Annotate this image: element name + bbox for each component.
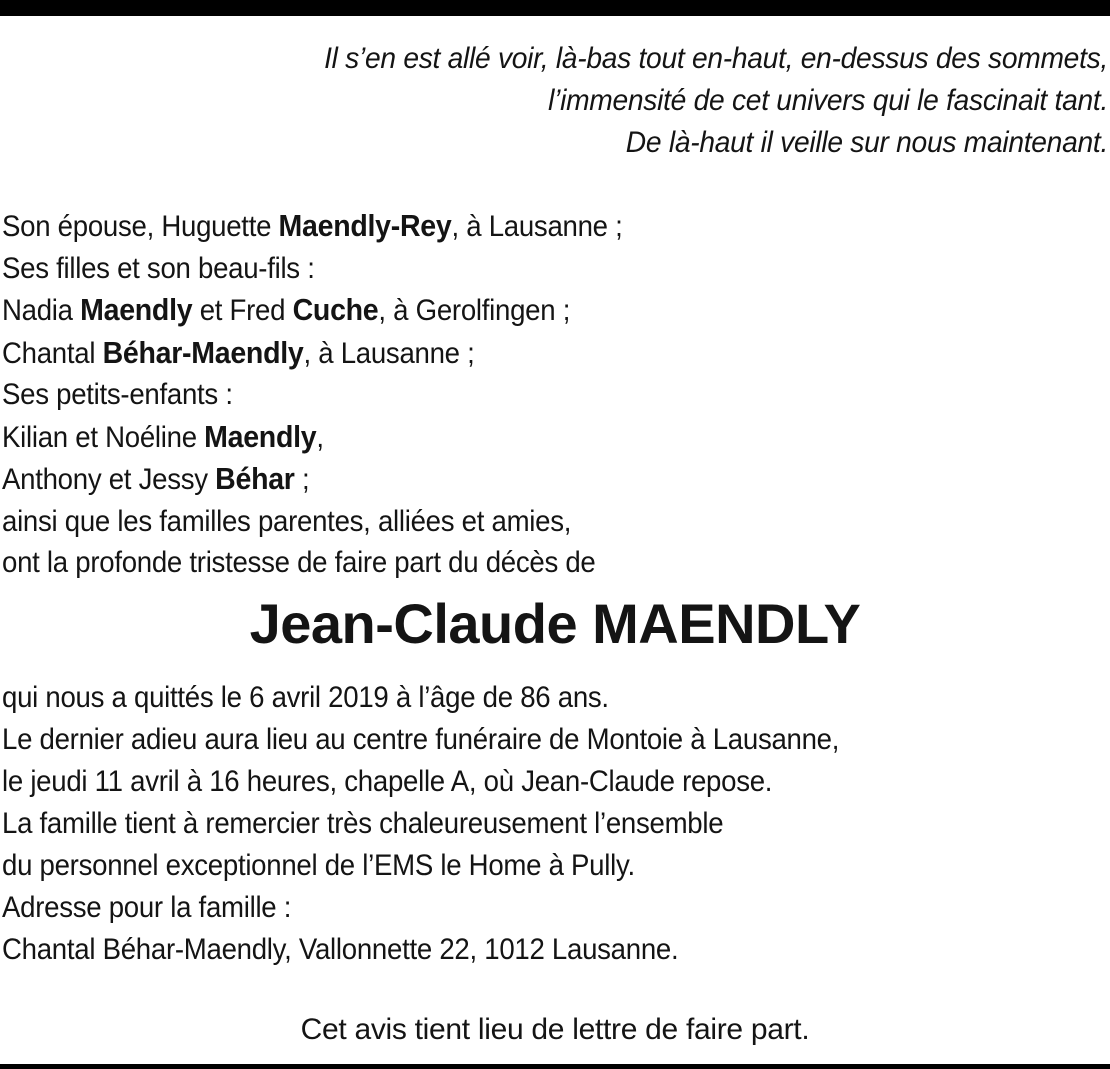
child-line (2, 289, 623, 332)
details-line: qui nous a quittés le 6 avril 2019 à l’âge de 86 ans. (2, 681, 609, 714)
text-segment: Anthony et Jessy (2, 463, 216, 496)
details-line: le jeudi 11 avril à 16 heures, chapelle A, où Jean-Claude repose. (2, 765, 773, 798)
family-name: Maendly-Rey (278, 208, 452, 243)
spouse-line (2, 205, 623, 248)
family-name: Béhar (215, 461, 295, 496)
poem-line: l’immensité de cet univers qui le fascinait tant. (548, 84, 1108, 117)
text-segment: , (316, 420, 324, 454)
text-segment: , à Lausanne ; (303, 336, 475, 370)
family-name: Béhar-Maendly (102, 334, 304, 370)
poem-line: De là-haut il veille sur nous maintenant. (625, 126, 1108, 159)
epitaph-poem (74, 38, 1108, 164)
family-name: Maendly (80, 292, 193, 327)
family-name: Cuche (292, 292, 379, 327)
text-segment: ; (294, 463, 310, 496)
grandchild-line (2, 416, 623, 459)
text-segment: Son épouse, Huguette (2, 210, 279, 243)
text-segment: et Fred (192, 294, 293, 327)
grandchild-line (2, 458, 623, 501)
deceased-name: Jean-Claude MAENDLY (249, 592, 861, 655)
text-segment: Chantal (2, 336, 103, 370)
grandchildren-heading: Ses petits-enfants : (2, 378, 233, 411)
top-border-rule (0, 0, 1110, 16)
closing-note: Cet avis tient lieu de lettre de faire part. (300, 1013, 810, 1046)
address-heading: Adresse pour la famille : (2, 891, 292, 924)
children-heading: Ses filles et son beau-fils : (2, 251, 315, 285)
family-name: Maendly (204, 418, 317, 454)
details-line: Le dernier adieu aura lieu au centre funéraire de Montoie à Lausanne, (2, 723, 840, 756)
announcement-line: ont la profonde tristesse de faire part du décès de (2, 546, 596, 579)
child-line (2, 332, 623, 375)
details-line: La famille tient à remercier très chaleureusement l’ensemble (2, 807, 724, 840)
text-segment: Kilian et Noéline (2, 420, 205, 454)
poem-line: Il s’en est allé voir, là-bas tout en-haut, en-dessus des sommets, (324, 42, 1108, 75)
funeral-details (2, 677, 839, 971)
relatives-line: ainsi que les familles parentes, alliées et amies, (2, 504, 572, 538)
details-line: du personnel exceptionnel de l’EMS le Home à Pully. (2, 849, 635, 882)
text-segment: , à Gerolfingen ; (378, 294, 571, 327)
bottom-border-rule (0, 1064, 1110, 1069)
family-announcement (2, 205, 623, 584)
family-address: Chantal Béhar-Maendly, Vallonnette 22, 1012 Lausanne. (2, 933, 679, 966)
text-segment: Nadia (2, 294, 81, 327)
text-segment: , à Lausanne ; (451, 210, 623, 243)
